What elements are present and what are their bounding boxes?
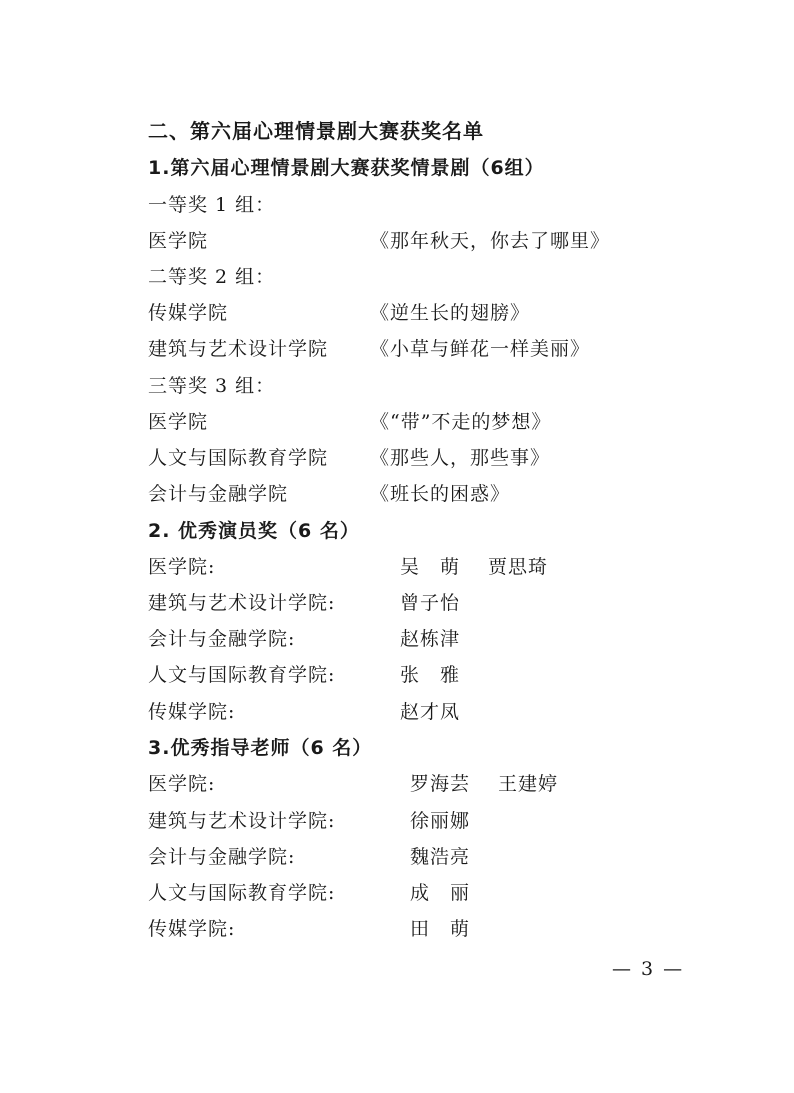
institution: 医学院:	[148, 556, 216, 578]
institution: 建筑与艺术设计学院:	[148, 592, 336, 614]
award-row	[148, 296, 530, 330]
page-number: — 3 —	[612, 958, 685, 980]
award-row	[148, 840, 470, 874]
institution: 医学院:	[148, 773, 216, 795]
person-name: 赵才凤	[400, 701, 461, 723]
institution: 医学院	[148, 230, 209, 252]
award-row	[148, 876, 470, 910]
work-title: 《逆生长的翅膀》	[370, 302, 531, 324]
person-name: 田 萌	[410, 918, 471, 940]
award-row	[148, 912, 470, 946]
institution: 医学院	[148, 411, 209, 433]
person-name: 成 丽	[410, 882, 471, 904]
work-title: 《“带”不走的梦想》	[370, 411, 552, 433]
institution: 建筑与艺术设计学院	[148, 338, 329, 360]
award-row	[148, 332, 590, 366]
part2-heading: 2. 优秀演员奖（6 名）	[148, 520, 360, 542]
award-row	[148, 767, 558, 801]
award-row	[148, 441, 550, 475]
institution: 传媒学院:	[148, 918, 236, 940]
institution: 人文与国际教育学院:	[148, 882, 336, 904]
institution: 会计与金融学院	[148, 483, 289, 505]
award-row	[148, 695, 460, 729]
person-name: 吴 萌	[400, 556, 461, 578]
second-prize-label: 二等奖 2 组：	[148, 266, 276, 288]
person-name: 曾子怡	[400, 592, 461, 614]
work-title: 《小草与鲜花一样美丽》	[370, 338, 591, 360]
institution: 会计与金融学院:	[148, 628, 296, 650]
institution: 人文与国际教育学院:	[148, 664, 336, 686]
person-name: 魏浩亮	[410, 846, 471, 868]
part1-heading: 1.第六届心理情景剧大赛获奖情景剧（6组）	[148, 157, 545, 179]
part3-heading: 3.优秀指导老师（6 名）	[148, 737, 373, 759]
institution: 建筑与艺术设计学院:	[148, 810, 336, 832]
work-title: 《那年秋天，你去了哪里》	[370, 230, 611, 252]
award-row	[148, 586, 460, 620]
person-name: 王建婷	[498, 773, 559, 795]
first-prize-label: 一等奖 1 组：	[148, 194, 276, 216]
award-row	[148, 550, 548, 584]
person-name: 徐丽娜	[410, 810, 471, 832]
institution: 传媒学院	[148, 302, 229, 324]
institution: 传媒学院:	[148, 701, 236, 723]
institution: 人文与国际教育学院	[148, 447, 329, 469]
person-name: 罗海芸	[410, 773, 471, 795]
award-row	[148, 477, 510, 511]
award-row	[148, 804, 470, 838]
award-row	[148, 622, 460, 656]
work-title: 《那些人，那些事》	[370, 447, 551, 469]
section-title: 二、第六届心理情景剧大赛获奖名单	[148, 119, 484, 143]
award-row	[148, 224, 610, 258]
institution: 会计与金融学院:	[148, 846, 296, 868]
person-name: 张 雅	[400, 664, 461, 686]
third-prize-label: 三等奖 3 组：	[148, 375, 276, 397]
person-name: 贾思琦	[488, 556, 549, 578]
work-title: 《班长的困惑》	[370, 483, 511, 505]
person-name: 赵栋津	[400, 628, 461, 650]
award-row	[148, 658, 460, 692]
award-row	[148, 405, 551, 439]
